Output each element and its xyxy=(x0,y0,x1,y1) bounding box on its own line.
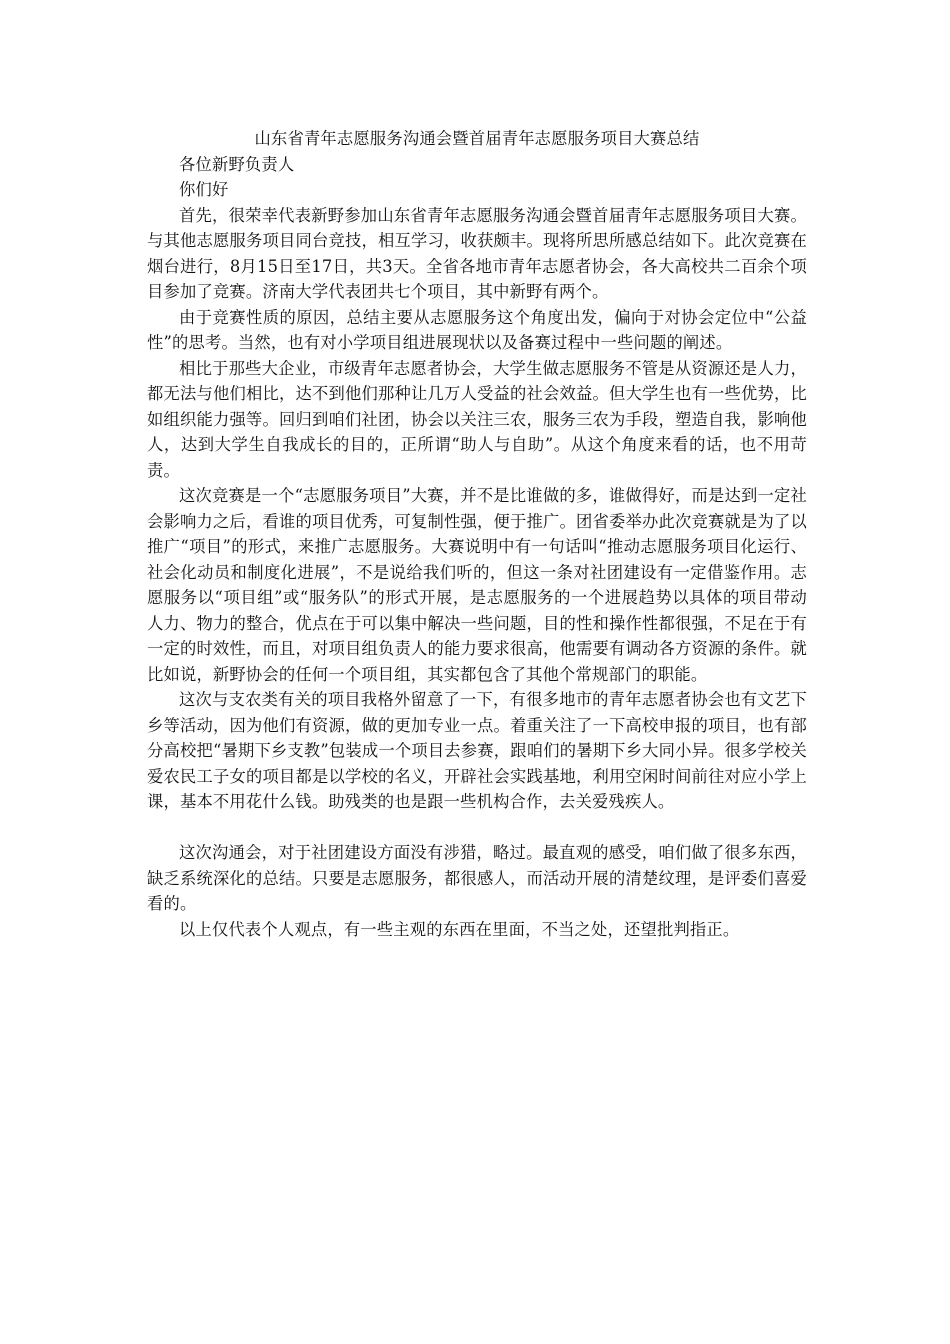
paragraph-comparison: 相比于那些大企业，市级青年志愿者协会，大学生做志愿服务不管是从资源还是人力，都无法与他们相比，达不到他们那种让几万人受益的社会效益。但大学生也有一些优势，比如组织能力强等。回归到咱们社团，协会以关注三农，服务三农为手段，塑造自我，影响他人，达到大学生自我成长的目的，正所谓“助人与自助”。从这个角度来看的话，也不用苛责。 xyxy=(147,358,807,480)
paragraph-closing: 以上仅代表个人观点，有一些主观的东西在里面，不当之处，还望批判指正。 xyxy=(179,919,740,939)
paragraph-focus: 由于竞赛性质的原因，总结主要从志愿服务这个角度出发，偏向于对协会定位中“公益性”的思考。当然，也有对小学项目组进展现状以及备赛过程中一些问题的阐述。 xyxy=(147,307,807,352)
document-body xyxy=(147,126,807,942)
greeting: 你们好 xyxy=(179,180,229,199)
paragraph-reflection: 这次沟通会，对于社团建设方面没有涉猎，略过。最直观的感受，咱们做了很多东西，缺乏系统深化的总结。只要是志愿服务，都很感人，而活动开展的清楚纹理，是评委们喜爱看的。 xyxy=(147,843,807,913)
document-title: 山东省青年志愿服务沟通会暨首届青年志愿服务项目大赛总结 xyxy=(254,129,700,148)
paragraph-competition: 这次竞赛是一个“志愿服务项目”大赛，并不是比谁做的多，谁做得好，而是达到一定社会影响力之后，看谁的项目优秀，可复制性强，便于推广。团省委举办此次竞赛就是为了以推广“项目”的形式，来推广志愿服务。大赛说明中有一句话叫“推动志愿服务项目化运行、社会化动员和制度化进展”，不是说给我们听的，但这一条对社团建设有一定借鉴作用。志愿服务以“项目组”或“服务队”的形式开展，是志愿服务的一个进展趋势以具体的项目带动人力、物力的整合，优点在于可以集中解决一些问题，目的性和操作性都很强，不足在于有一定的时效性，而且，对项目组负责人的能力要求很高，他需要有调动各方资源的条件。就比如说，新野协会的任何一个项目组，其实都包含了其他个常规部门的职能。 xyxy=(147,486,807,684)
blank-line xyxy=(147,815,807,841)
paragraph-agriculture-projects: 这次与支农类有关的项目我格外留意了一下，有很多地市的青年志愿者协会也有文艺下乡等活动，因为他们有资源，做的更加专业一点。着重关注了一下高校申报的项目，也有部分高校把“暑期下乡支教”包装成一个项目去参赛，跟咱们的暑期下乡大同小异。很多学校关爱农民工子女的项目都是以学校的名义，开辟社会实践基地，利用空闲时间前往对应小学上课，基本不用花什么钱。助残类的也是跟一些机构合作，去关爱残疾人。 xyxy=(147,690,807,811)
paragraph-intro: 首先，很荣幸代表新野参加山东省青年志愿服务沟通会暨首届青年志愿服务项目大赛。与其他志愿服务项目同台竞技，相互学习，收获颇丰。现将所思所感总结如下。此次竞赛在烟台进行，8月15日至17日，共3天。全省各地市青年志愿者协会，各大高校共二百余个项目参加了竞赛。济南大学代表团共七个项目，其中新野有两个。 xyxy=(147,205,807,301)
salutation: 各位新野负责人 xyxy=(179,154,295,174)
